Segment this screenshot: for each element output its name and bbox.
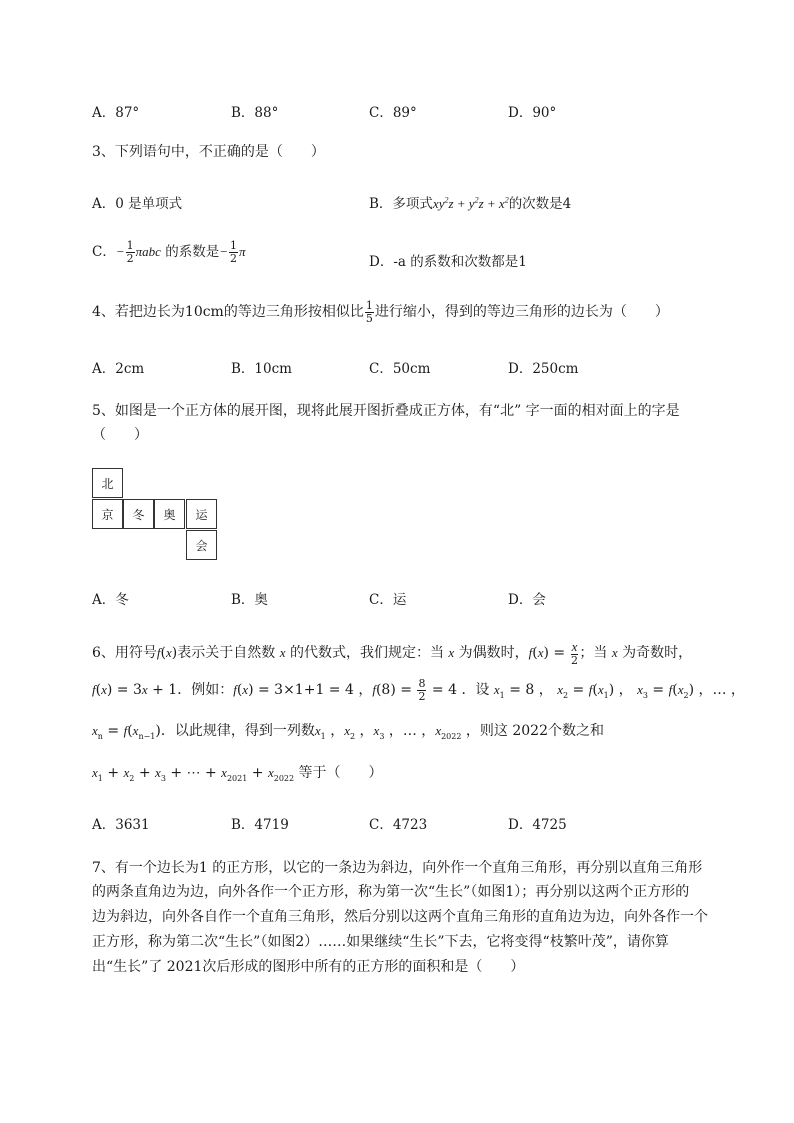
q3-option-a: A．0 是单项式 xyxy=(92,196,183,212)
q6-line-4: $x_1 + x_2 + x_3$ + ⋯ + $x_{2021} + x_{2022}$ 等于（ ） xyxy=(92,765,383,783)
net-cell-hui: 会 xyxy=(186,530,217,560)
net-cell-ao: 奥 xyxy=(154,499,185,529)
q3-option-c: C．− $\frac{1}{2}$ πabc 的系数是− $\frac{1}{2}$ π xyxy=(92,239,246,265)
q7-line-5: 出“生长”了 2021次后形成的图形中所有的正方形的面积和是（ ） xyxy=(92,959,525,975)
q6-line-1: 6、用符号f(x)表示关于自然数 x 的代数式，我们规定：当 x 为偶数时，f(x) = $\frac{x}{2}$ ；当 x 为奇数时， xyxy=(92,639,693,667)
q6-option-b: B．4719 xyxy=(231,817,289,833)
q4-option-a: A．2cm xyxy=(92,361,145,377)
q6-option-d: D．4725 xyxy=(508,817,567,833)
q4-option-b: B．10cm xyxy=(231,361,292,377)
q7-line-2: 的两条直角边为边，向外各作一个正方形，称为第一次“生长”（如图1）；再分别以这两个正方形的 xyxy=(92,884,690,900)
q6-line-3: $x_n = f(x_{n-1})$．以此规律，得到一列数$x_1$ ，$x_2$ ，$x_3$ ，… ，$x_{2022}$ ，则这 2022个数之和 xyxy=(92,723,604,741)
q5-option-a: A．冬 xyxy=(92,592,129,608)
q2-option-d: D．90° xyxy=(508,105,557,121)
q2-option-b: B．88° xyxy=(231,105,279,121)
q5-option-d: D．会 xyxy=(508,592,546,608)
cube-net-diagram xyxy=(92,468,218,561)
q5-stem-continued: （ ） xyxy=(92,427,148,443)
net-cell-jing: 京 xyxy=(92,499,123,529)
q7-line-4: 正方形，称为第二次“生长”（如图2）……如果继续“生长”下去，它将变得“枝繁叶茂”，请你算 xyxy=(92,934,669,950)
q5-option-b: B．奥 xyxy=(231,592,268,608)
q4-option-d: D．250cm xyxy=(508,361,579,377)
q4-stem: 4、若把边长为10cm的等边三角形按相似比 $\frac{1}{5}$ 进行缩小，得到的等边三角形的边长为（ ） xyxy=(92,299,669,325)
q3-stem: 3、下列语句中，不正确的是（ ） xyxy=(92,144,325,160)
q6-option-c: C．4723 xyxy=(369,817,428,833)
q2-option-a: A．87° xyxy=(92,105,140,121)
q4-option-c: C．50cm xyxy=(369,361,431,377)
q7-line-1: 7、有一个边长为1 的正方形，以它的一条边为斜边，向外作一个直角三角形，再分别以直角三角形 xyxy=(92,860,703,876)
q3-option-d: D．-a 的系数和次数都是1 xyxy=(369,254,527,270)
q7-line-3: 边为斜边，向外各自作一个直角三角形，然后分别以这两个直角三角形的直角边为边，向外各作一个 xyxy=(92,909,708,925)
net-cell-dong: 冬 xyxy=(123,499,154,529)
q3-option-b: B．多项式$xy^2z + y^2z + x^2$的次数是4 xyxy=(369,195,572,212)
q6-option-a: A．3631 xyxy=(92,817,150,833)
net-cell-yun: 运 xyxy=(186,499,217,529)
q5-option-c: C．运 xyxy=(369,592,407,608)
q6-line-2: f(x) = 3x + 1．例如：f(x) = 3×1+1 = 4 ，f(8) = $\frac{8}{2}$ = 4 ．设 $x_1 = 8$ ， $x_2 = f(x_1)$ ， $x_3 = f(x_2)$ ，… ， xyxy=(92,677,745,703)
q2-option-c: C．89° xyxy=(369,105,417,121)
q5-stem: 5、如图是一个正方体的展开图，现将此展开图折叠成正方体，有“北” 字一面的相对面上的字是 xyxy=(92,403,680,419)
net-cell-bei: 北 xyxy=(92,468,123,498)
